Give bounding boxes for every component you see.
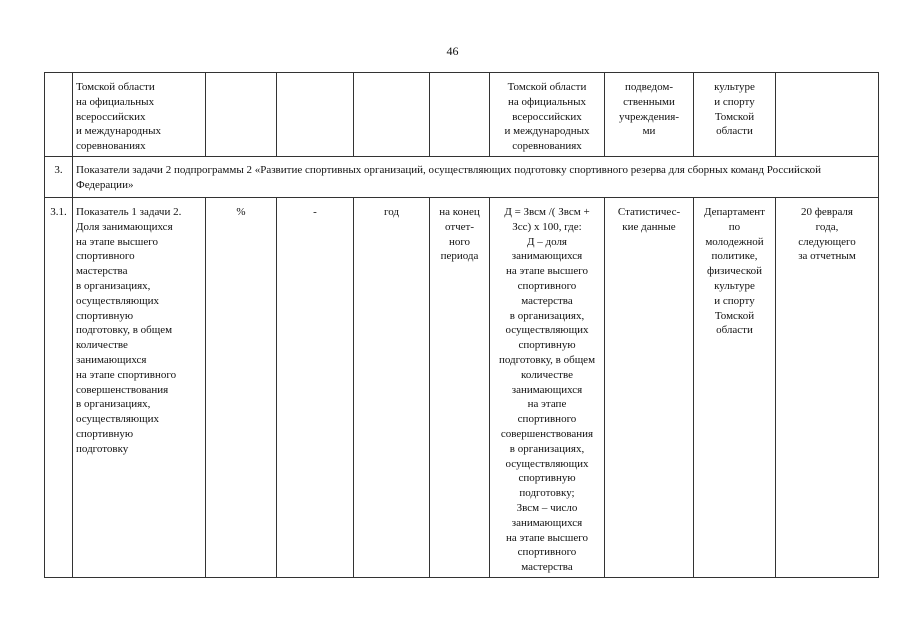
cell-data-source: подведом- ственными учреждения- ми [605, 73, 694, 157]
indicators-table [44, 72, 879, 578]
cell-responsible: культуре и спорту Томской области [694, 73, 776, 157]
cell-time-characteristic [430, 73, 490, 157]
cell-unit: % [206, 197, 277, 577]
page-number: 46 [446, 44, 459, 58]
cell-indicator-name: Показатель 1 задачи 2. Доля занимающихся на этапе высшего спортивного мастерства в организациях, осуществляющих спортивную подготовку, в общем количестве занимающихся на этапе спортивного совершенствования в организациях, осуществляющих спортивную подготовку [73, 197, 206, 577]
cell-dynamics: - [277, 197, 354, 577]
cell-periodicity [354, 73, 430, 157]
cell-indicator-name: Томской области на официальных всероссийских и международных соревнованиях [73, 73, 206, 157]
table-row-indicator [45, 197, 879, 577]
cell-time-characteristic: на конец отчет- ного периода [430, 197, 490, 577]
section-number: 3. [45, 156, 73, 197]
table-row-section [45, 156, 879, 197]
cell-algorithm: Д = Звсм /( Звсм + Зсс) х 100, где: Д – доля занимающихся на этапе высшего спортивного мастерства в организациях, осуществляющих спортивную подготовку, в общем количестве занимающихся на этапе спортивного совершенствования в организациях, осуществляющих спортивную подготовку; Звсм – число занимающихся на этапе высшего спортивного мастерства [490, 197, 605, 577]
cell-deadline [776, 73, 879, 157]
cell-data-source: Статистичес- кие данные [605, 197, 694, 577]
cell-dynamics [277, 73, 354, 157]
cell-responsible: Департамент по молодежной политике, физической культуре и спорту Томской области [694, 197, 776, 577]
table-row-continuation [45, 73, 879, 157]
cell-number [45, 73, 73, 157]
cell-algorithm: Томской области на официальных всероссийских и международных соревнованиях [490, 73, 605, 157]
cell-unit [206, 73, 277, 157]
cell-deadline: 20 февраля года, следующего за отчетным [776, 197, 879, 577]
cell-number: 3.1. [45, 197, 73, 577]
cell-periodicity: год [354, 197, 430, 577]
section-title: Показатели задачи 2 подпрограммы 2 «Развитие спортивных организаций, осуществляющих подготовку спортивного резерва для сборных команд Российской Федерации» [73, 156, 879, 197]
